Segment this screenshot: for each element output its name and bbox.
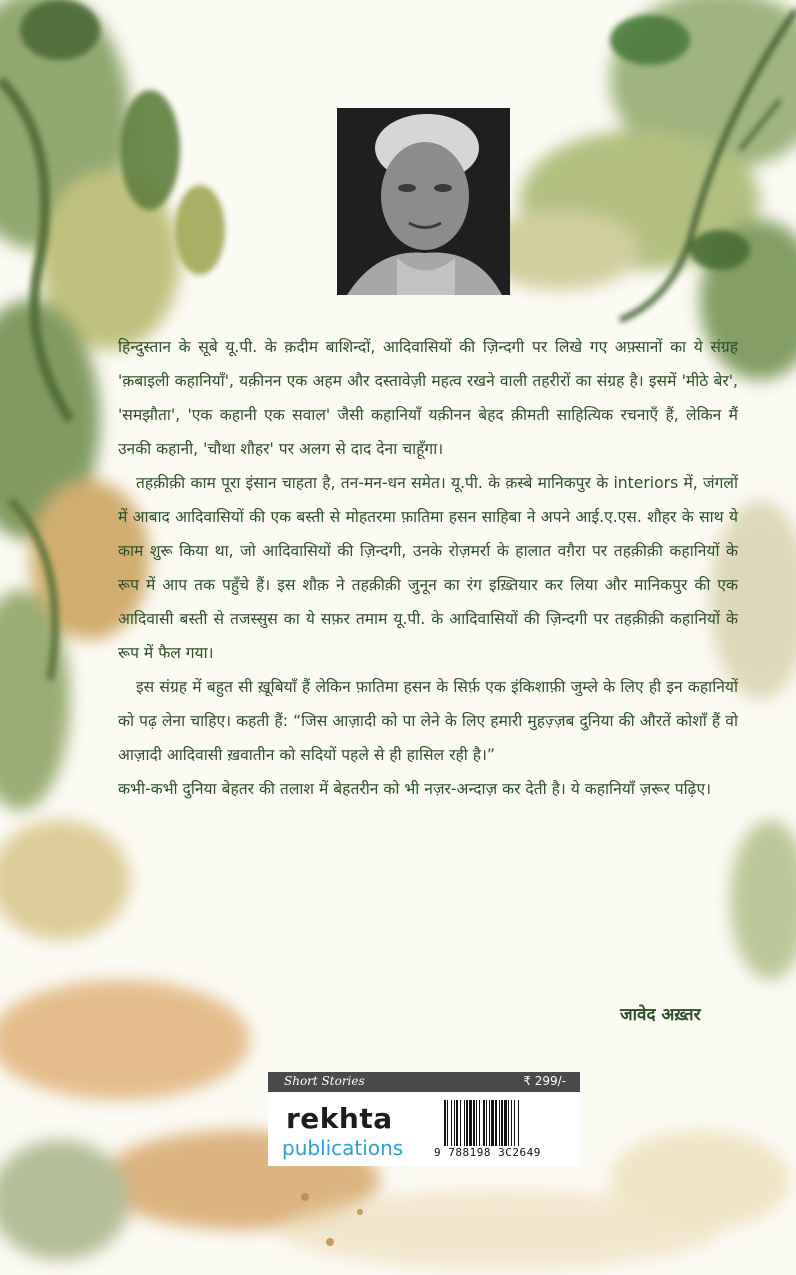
blurb-paragraph-4: कभी-कभी दुनिया बेहतर की तलाश में बेहतरीन को भी नज़र-अन्दाज़ कर देती है। ये कहानियाँ ज़रूर पढ़िए। — [118, 780, 711, 798]
genre-label: Short Stories — [284, 1074, 365, 1088]
barcode-bar — [504, 1100, 507, 1146]
barcode-bar — [483, 1100, 485, 1146]
back-cover-blurb — [118, 330, 738, 806]
barcode-bar — [454, 1100, 455, 1146]
barcode-bar — [464, 1100, 465, 1146]
barcode-bar — [460, 1100, 461, 1146]
author-signature: जावेद अख़्तर — [620, 1005, 701, 1025]
price-label: ₹ 299/- — [523, 1074, 566, 1088]
barcode-bar — [511, 1100, 512, 1146]
barcode-bar — [514, 1100, 515, 1146]
publisher-logo-bottom: publications — [282, 1136, 404, 1160]
blurb-paragraph-2: तहक़ीक़ी काम पूरा इंसान चाहता है, तन-मन-धन समेत। यू.पी. के क़स्बे मानिकपुर के interiors में, जंगलों में आबाद आदिवासियों की एक बस्ती से मोहतरमा फ़ातिमा हसन साहिबा ने अपने आई.ए.एस. शौहर के साथ ये काम शुरू किया था, जो आदिवासियों की ज़िन्दगी, उनके रोज़मर्रा के हालात वग़ैरा पर तहक़ीक़ी कहानियों के रूप में आप तक पहुँचे हैं। इस शौक़ ने तहक़ीक़ी जुनून का रंग इख़्तियार कर लिया और मानिकपुर की एक आदिवासी बस्ती से तजस्सुस का ये सफ़र तमाम यू.पी. के आदिवासियों की ज़िन्दगी पर तहक़ीक़ी कहानियों के रूप में फैल गया। — [118, 474, 738, 662]
isbn-number: 9 788198 3C2649 — [434, 1146, 541, 1159]
barcode-bar — [486, 1100, 487, 1146]
publisher-logo-top: rekhta — [286, 1102, 393, 1135]
barcode-bar — [479, 1100, 480, 1146]
author-portrait — [337, 108, 510, 295]
publisher-block — [268, 1092, 580, 1166]
blurb-paragraph-1: हिन्दुस्तान के सूबे यू.पी. के क़दीम बाशिन्दों, आदिवासियों की ज़िन्दगी पर लिखे गए अफ़्सानों का ये संग्रह 'क़बाइली कहानियाँ', यक़ीनन एक अहम और दस्तावेज़ी महत्व रखने वाली तहरीरों का संग्रह है। इसमें 'मीठे बेर', 'समझौता', 'एक कहानी एक सवाल' जैसी कहानियाँ यक़ीनन बेहद क़ीमती साहित्यिक रचनाएँ हैं, लेकिन मैं उनकी कहानी, 'चौथा शौहर' पर अलग से दाद देना चाहूँगा। — [118, 338, 738, 458]
barcode-bar — [508, 1100, 509, 1146]
isbn-barcode — [442, 1100, 572, 1146]
blurb-paragraph-3: इस संग्रह में बहुत सी ख़ूबियाँ हैं लेकिन फ़ातिमा हसन के सिर्फ़ एक इंकिशाफ़ी जुम्ले के लिए ही इन कहानियों को पढ़ लेना चाहिए। कहती हैं: “जिस आज़ादी को पा लेने के लिए हमारी मुहज़्ज़ब दुनिया की औरतें कोशाँ हैं वो आज़ादी आदिवासी ख़वातीन को सदियों पहले से ही हासिल रही है।” — [118, 678, 738, 764]
barcode-bar — [456, 1100, 458, 1146]
barcode-bar — [491, 1100, 494, 1146]
barcode-bar — [451, 1100, 452, 1146]
barcode-bar — [501, 1100, 503, 1146]
genre-price-bar — [268, 1072, 580, 1092]
barcode-bar — [489, 1100, 490, 1146]
barcode-bar — [447, 1100, 448, 1146]
barcode-bar — [444, 1100, 446, 1146]
barcode-bar — [466, 1100, 468, 1146]
barcode-bar — [473, 1100, 475, 1146]
barcode-bar — [476, 1100, 477, 1146]
barcode-bar — [495, 1100, 497, 1146]
barcode-bar — [499, 1100, 500, 1146]
barcode-bar — [469, 1100, 472, 1146]
barcode-bar — [518, 1100, 519, 1146]
